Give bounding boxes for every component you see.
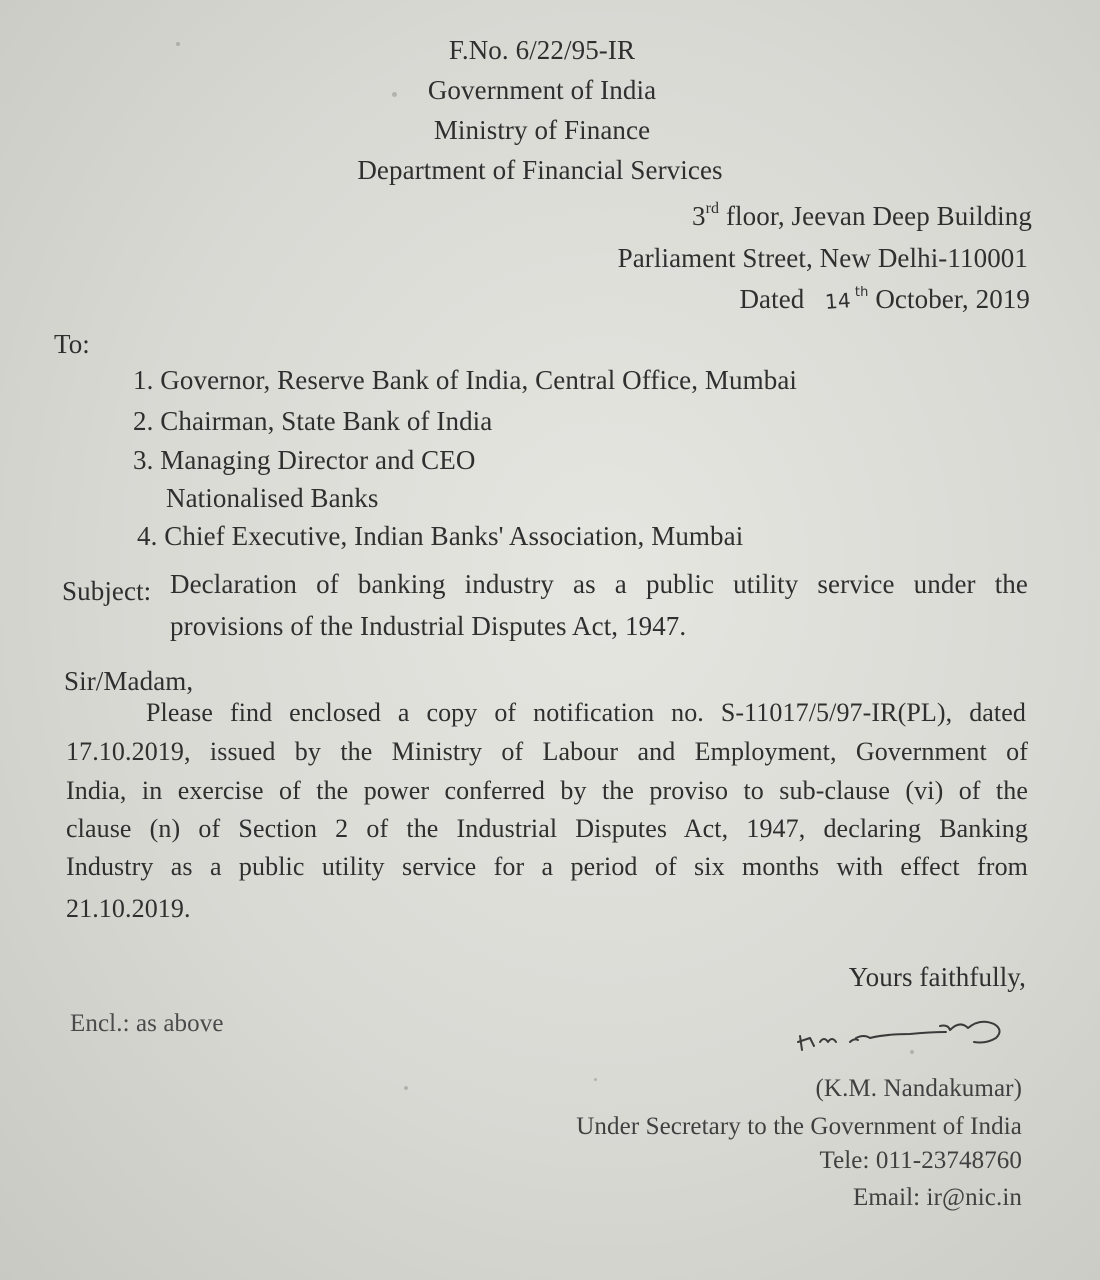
date-day: 14: [824, 288, 852, 314]
body-line-5: Industry as a public utility service for a period of six months with effect from: [66, 852, 1028, 881]
signatory-name: (K.M. Nandakumar): [815, 1075, 1022, 1102]
subject-line-1: Declaration of banking industry as a public utility service under the: [170, 569, 1028, 599]
scan-speck: [404, 1086, 408, 1090]
file-number: F.No. 6/22/95-IR: [448, 35, 636, 65]
salutation: Sir/Madam,: [64, 666, 194, 696]
handwritten-signature: [790, 1008, 1030, 1068]
recipient-3: 3. Managing Director and CEO: [133, 445, 476, 475]
body-line-2: 17.10.2019, issued by the Ministry of Labour and Employment, Government of: [66, 737, 1028, 766]
signatory-tele: Tele: 011-23748760: [819, 1147, 1022, 1174]
recipient-1: 1. Governor, Reserve Bank of India, Central Office, Mumbai: [133, 365, 798, 395]
signatory-email: Email: ir@nic.in: [852, 1184, 1022, 1211]
body-line-3: India, in exercise of the power conferred by the proviso to sub-clause (vi) of the: [66, 776, 1028, 805]
signatory-designation: Under Secretary to the Government of India: [576, 1113, 1022, 1140]
closing: Yours faithfully,: [848, 962, 1026, 992]
address-floor: 3rd floor, Jeevan Deep Building: [691, 200, 1032, 231]
scan-speck: [176, 42, 180, 46]
scan-speck: [392, 92, 397, 97]
enclosure: Encl.: as above: [70, 1010, 224, 1037]
subject-label: Subject:: [62, 576, 152, 606]
address-street: Parliament Street, New Delhi-110001: [617, 243, 1028, 273]
body-line-4: clause (n) of Section 2 of the Industrial Disputes Act, 1947, declaring Banking: [66, 814, 1028, 843]
body-line-6: 21.10.2019.: [66, 894, 191, 923]
recipient-2: 2. Chairman, State Bank of India: [133, 406, 493, 436]
government-line: Government of India: [427, 75, 657, 105]
ministry-line: Ministry of Finance: [433, 115, 651, 145]
recipient-3-cont: Nationalised Banks: [166, 483, 379, 513]
body-line-1: Please find enclosed a copy of notification no. S-11017/5/97-IR(PL), dated: [146, 698, 1026, 727]
recipient-4: 4. Chief Executive, Indian Banks' Association, Mumbai: [137, 521, 744, 551]
date-line: Dated 14 $^{th}$ October, 2019: [739, 283, 1030, 317]
department-line: Department of Financial Services: [357, 155, 723, 185]
scan-speck: [594, 1078, 597, 1081]
scan-speck: [910, 1050, 914, 1054]
subject-line-2: provisions of the Industrial Disputes Act, 1947.: [170, 611, 687, 641]
to-label: To:: [54, 329, 90, 359]
